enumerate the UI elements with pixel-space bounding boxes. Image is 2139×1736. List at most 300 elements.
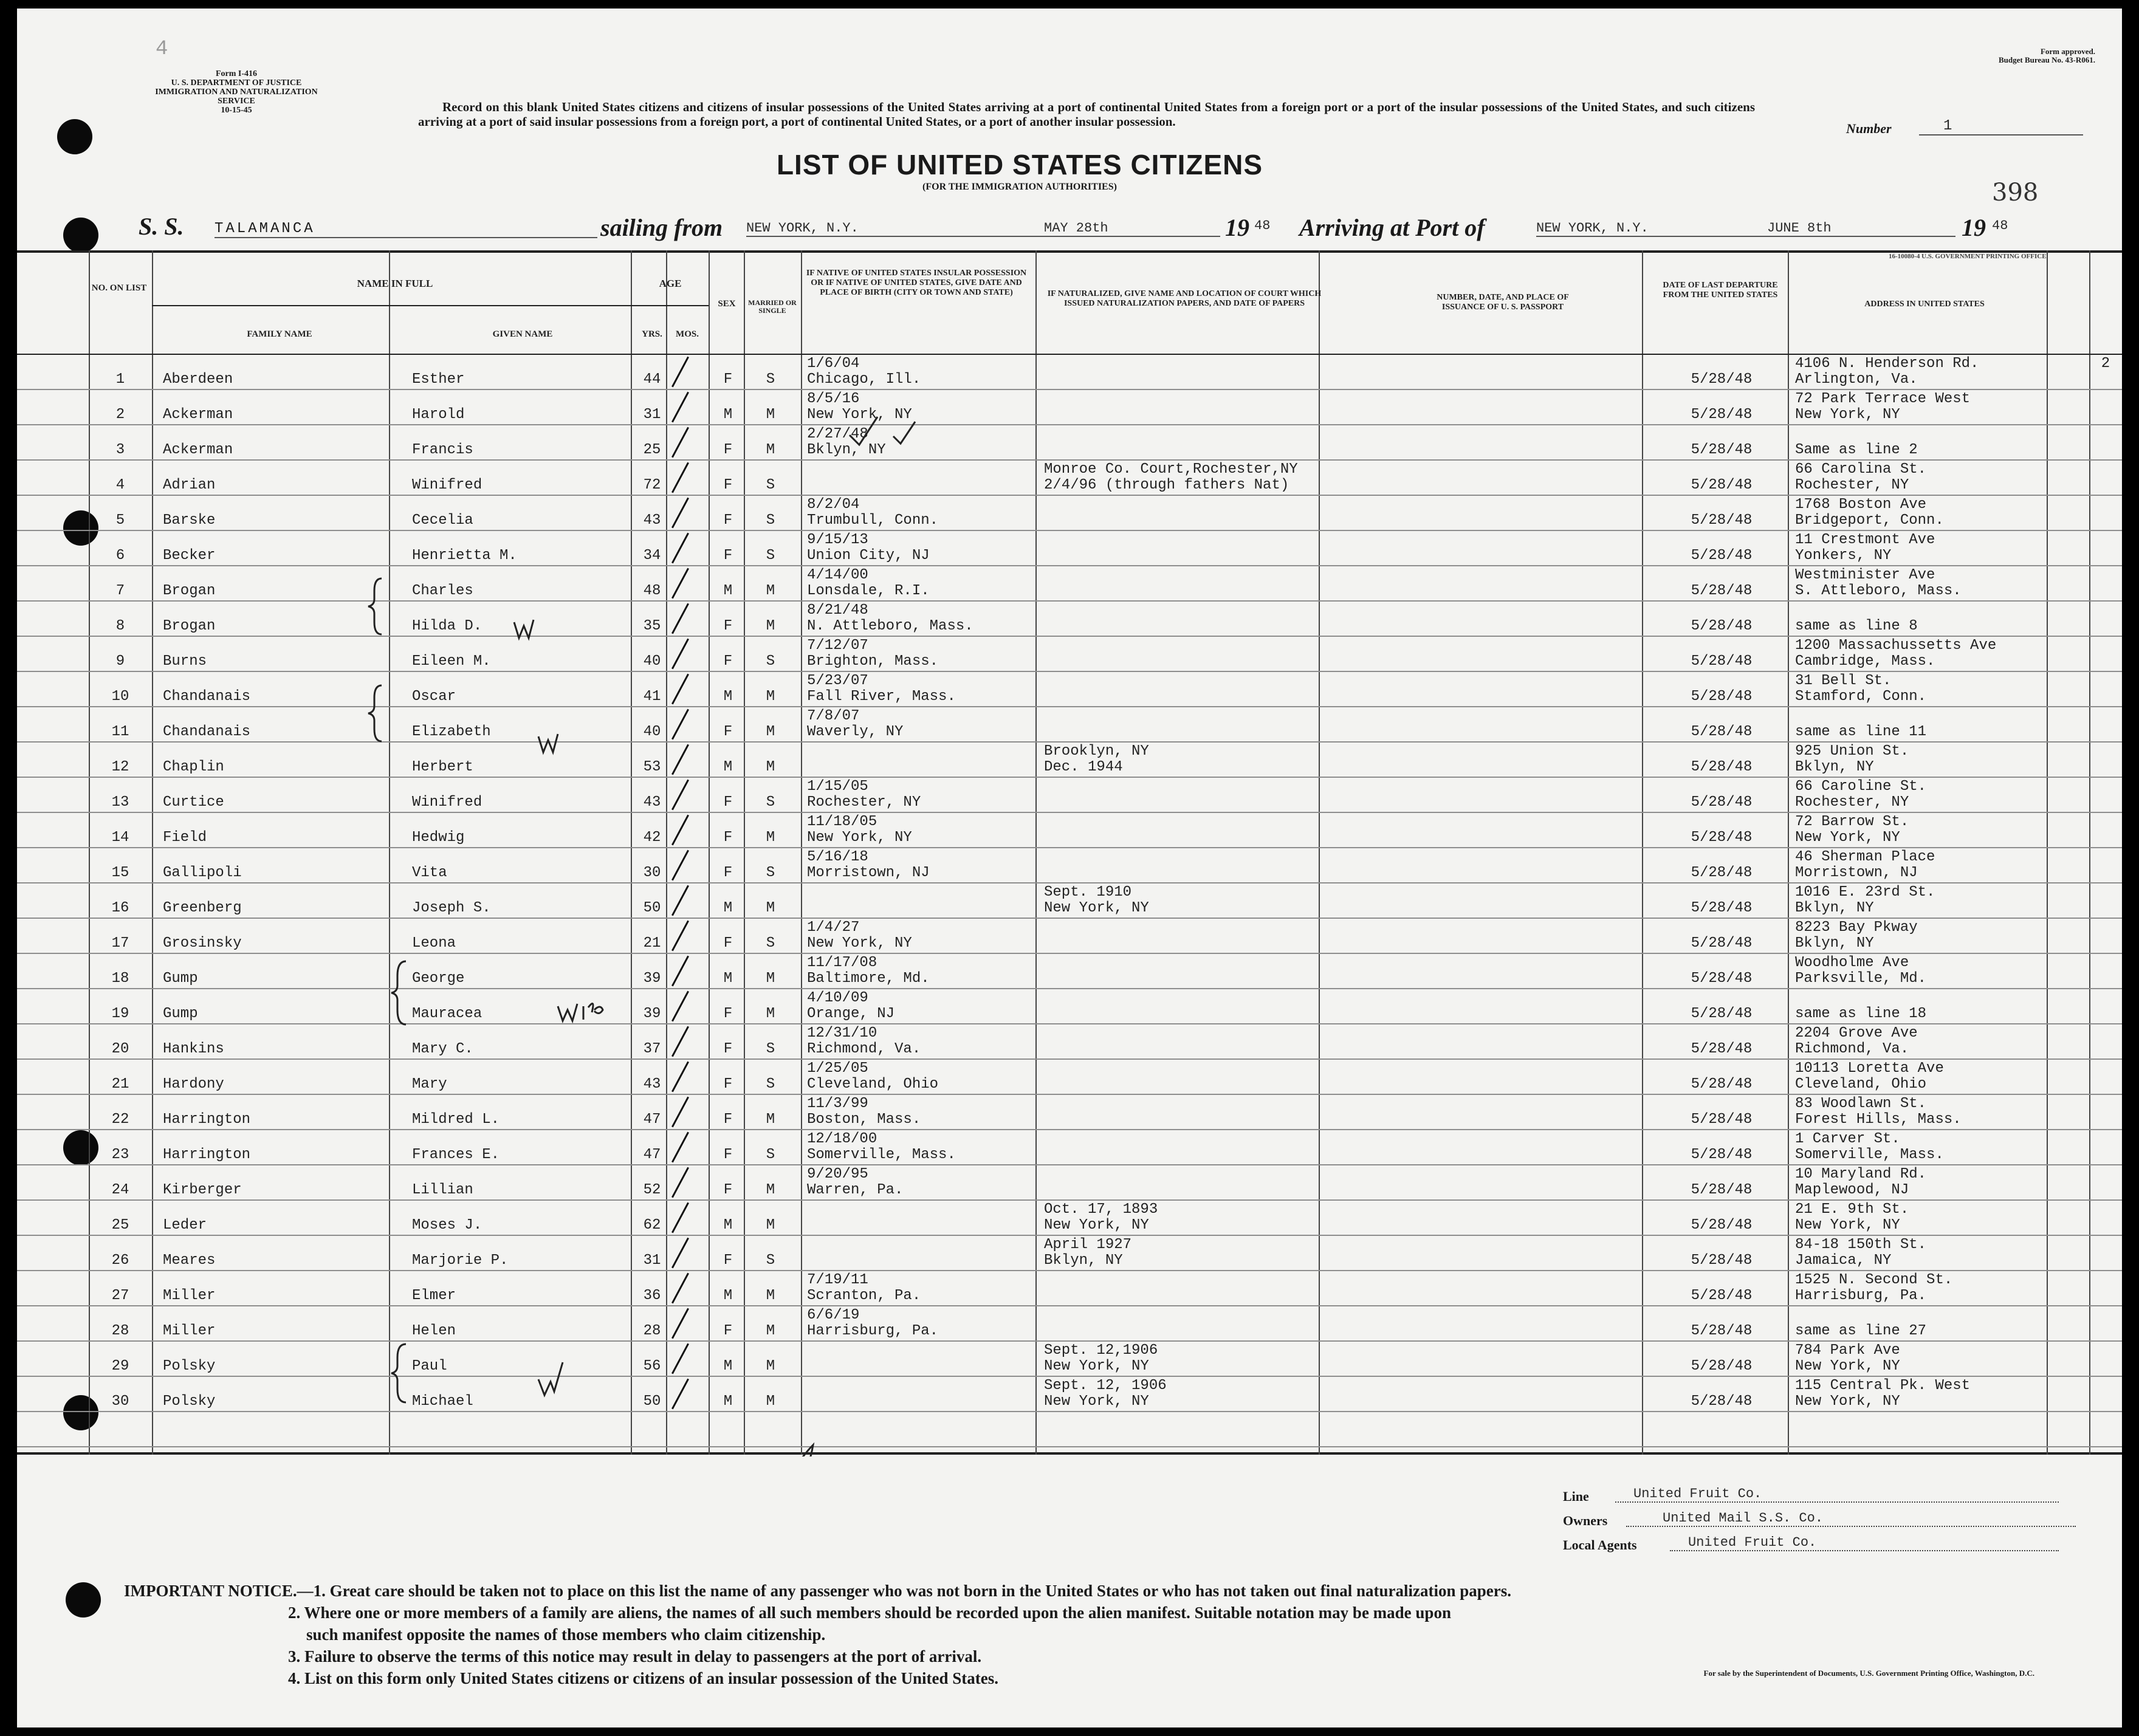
birth-place: Union City, NJ bbox=[807, 547, 930, 564]
corner-mark: 4 bbox=[156, 38, 168, 61]
address-line-1: 83 Woodlawn St. bbox=[1795, 1096, 1927, 1112]
address-line-2: Parksville, Md. bbox=[1795, 970, 1927, 987]
ss-label: S. S. bbox=[139, 213, 184, 240]
sex: F bbox=[723, 512, 733, 529]
birth-date: 12/18/00 bbox=[807, 1131, 877, 1147]
birth-place: Lonsdale, R.I. bbox=[807, 583, 930, 599]
row-number: 20 bbox=[111, 1041, 129, 1057]
naturalization-date: Bklyn, NY bbox=[1044, 1252, 1123, 1269]
row-number: 25 bbox=[111, 1217, 129, 1233]
sex: F bbox=[723, 865, 733, 881]
sex: F bbox=[723, 1323, 733, 1339]
family-name: Adrian bbox=[163, 477, 216, 493]
last-departure-date: 5/28/48 bbox=[1691, 1393, 1753, 1410]
address-line-1: 1016 E. 23rd St. bbox=[1795, 884, 1935, 901]
address-line-2: Bklyn, NY bbox=[1795, 900, 1874, 916]
address-line-2: same as line 8 bbox=[1795, 618, 1918, 634]
birth-place: Orange, NJ bbox=[807, 1006, 895, 1022]
given-name: Vita bbox=[412, 865, 447, 881]
marital-status: S bbox=[766, 371, 775, 388]
marital-status: M bbox=[766, 618, 775, 634]
sex: F bbox=[723, 935, 733, 952]
age-years: 39 bbox=[643, 970, 661, 987]
naturalization-court: Sept. 12,1906 bbox=[1044, 1342, 1158, 1359]
birth-date: 1/15/05 bbox=[807, 778, 868, 795]
sex: F bbox=[723, 829, 733, 846]
naturalization-court: Brooklyn, NY bbox=[1044, 743, 1149, 760]
family-brace bbox=[391, 1344, 406, 1402]
marital-status: S bbox=[766, 653, 775, 670]
marital-status: M bbox=[766, 759, 775, 775]
arrival-year: 48 bbox=[1992, 218, 2008, 233]
handwritten-marks bbox=[17, 250, 2122, 1456]
age-years: 40 bbox=[643, 724, 661, 740]
age-years: 56 bbox=[643, 1358, 661, 1374]
age-years: 50 bbox=[643, 1393, 661, 1410]
row-number: 5 bbox=[115, 512, 125, 529]
sex: F bbox=[723, 1252, 733, 1269]
last-departure-date: 5/28/48 bbox=[1691, 442, 1753, 458]
address-line-2: same as line 11 bbox=[1795, 724, 1927, 740]
row-note: 2 bbox=[2101, 355, 2110, 372]
ship-line bbox=[17, 212, 2122, 249]
address-line-2: Jamaica, NY bbox=[1795, 1252, 1892, 1269]
last-departure-date: 5/28/48 bbox=[1691, 407, 1753, 423]
manifest-table bbox=[17, 250, 2122, 1456]
row-number: 23 bbox=[111, 1147, 129, 1163]
address-line-1: 10 Maryland Rd. bbox=[1795, 1166, 1927, 1182]
arriving-label: Arriving at Port of bbox=[1299, 214, 1485, 241]
address-line-1: 31 Bell St. bbox=[1795, 673, 1892, 689]
family-name: Chaplin bbox=[163, 759, 224, 775]
birth-date: 7/12/07 bbox=[807, 637, 868, 654]
address-line-1: Westminister Ave bbox=[1795, 567, 1935, 583]
sex: F bbox=[723, 1006, 733, 1022]
marital-status: M bbox=[766, 1358, 775, 1374]
number-value: 1 bbox=[1919, 118, 2083, 136]
sex: F bbox=[723, 371, 733, 388]
address-line-1: 115 Central Pk. West bbox=[1795, 1377, 1971, 1394]
family-name: Barske bbox=[163, 512, 216, 529]
marital-status: M bbox=[766, 970, 775, 987]
marital-status: M bbox=[766, 829, 775, 846]
checkmark bbox=[850, 417, 877, 445]
address-line-2: Harrisburg, Pa. bbox=[1795, 1288, 1927, 1304]
last-departure-date: 5/28/48 bbox=[1691, 371, 1753, 388]
sex: F bbox=[723, 618, 733, 634]
last-departure-date: 5/28/48 bbox=[1691, 935, 1753, 952]
age-years: 30 bbox=[643, 865, 661, 881]
intro-text: Record on this blank United States citizens and citizens of insular possessions of the United States arriving at a port of continental United States from a foreign port or a port of the insular possessions of the United States, and such citizens arriving at a port of said insular possessions from a foreign port, a port of continental United States, or a port of another insular possession. bbox=[418, 100, 1755, 129]
last-departure-date: 5/28/48 bbox=[1691, 865, 1753, 881]
family-name: Hardony bbox=[163, 1076, 224, 1093]
notice-title: IMPORTANT NOTICE.— bbox=[124, 1582, 314, 1600]
marital-status: M bbox=[766, 900, 775, 916]
sex: M bbox=[723, 759, 733, 775]
header-native: IF NATIVE OF UNITED STATES INSULAR POSSESSION OR IF NATIVE OF UNITED STATES, GIVE DATE AND PLACE OF BIRTH (CITY OR TOWN AND STATE) bbox=[806, 269, 1027, 297]
given-name: Lillian bbox=[412, 1182, 473, 1198]
page-title: LIST OF UNITED STATES CITIZENS bbox=[776, 149, 1263, 180]
address-line-1: 1768 Boston Ave bbox=[1795, 496, 1927, 513]
address-line-2: New York, NY bbox=[1795, 1358, 1900, 1374]
family-name: Aberdeen bbox=[163, 371, 233, 388]
notice-1: 1. Great care should be taken not to place on this list the name of any passenger who was not born in the United States or who has not taken out final naturalization papers. bbox=[313, 1582, 1511, 1600]
family-name: Curtice bbox=[163, 794, 224, 811]
age-years: 48 bbox=[643, 583, 661, 599]
birth-place: Scranton, Pa. bbox=[807, 1288, 921, 1304]
birth-place: New York, NY bbox=[807, 935, 912, 952]
naturalization-court: Sept. 1910 bbox=[1044, 884, 1132, 901]
marital-status: S bbox=[766, 1252, 775, 1269]
birth-place: Baltimore, Md. bbox=[807, 970, 930, 987]
address-line-2: Yonkers, NY bbox=[1795, 547, 1892, 564]
arrival-year-prefix: 19 bbox=[1962, 214, 1986, 241]
family-name: Chandanais bbox=[163, 688, 251, 705]
marital-status: M bbox=[766, 688, 775, 705]
row-number: 14 bbox=[111, 829, 129, 846]
family-name: Becker bbox=[163, 547, 216, 564]
family-name: Gallipoli bbox=[163, 865, 242, 881]
address-line-1: Woodholme Ave bbox=[1795, 955, 1909, 971]
notice-2b: such manifest opposite the names of those members who claim citizenship. bbox=[306, 1625, 826, 1644]
address-line-1: 1 Carver St. bbox=[1795, 1131, 1900, 1147]
family-brace bbox=[368, 685, 382, 741]
last-departure-date: 5/28/48 bbox=[1691, 547, 1753, 564]
agents-label: Local Agents bbox=[1563, 1537, 1637, 1552]
age-years: 53 bbox=[643, 759, 661, 775]
age-years: 31 bbox=[643, 407, 661, 423]
address-line-2: Maplewood, NJ bbox=[1795, 1182, 1909, 1198]
birth-date: 8/21/48 bbox=[807, 602, 868, 619]
last-departure-date: 5/28/48 bbox=[1691, 688, 1753, 705]
birth-date: 7/8/07 bbox=[807, 708, 860, 724]
address-line-1: 72 Barrow St. bbox=[1795, 814, 1909, 830]
sailing-year-prefix: 19 bbox=[1225, 214, 1249, 241]
age-years: 62 bbox=[643, 1217, 661, 1233]
sex: F bbox=[723, 442, 733, 458]
given-name: Oscar bbox=[412, 688, 456, 705]
marital-status: S bbox=[766, 477, 775, 493]
print-code: 16-10080-4 U.S. GOVERNMENT PRINTING OFFICE bbox=[1889, 253, 2047, 260]
birth-place: New York, NY bbox=[807, 407, 912, 423]
last-departure-date: 5/28/48 bbox=[1691, 1182, 1753, 1198]
sex: F bbox=[723, 653, 733, 670]
naturalization-date: New York, NY bbox=[1044, 1393, 1149, 1410]
last-departure-date: 5/28/48 bbox=[1691, 1288, 1753, 1304]
age-years: 37 bbox=[643, 1041, 661, 1057]
given-name: Leona bbox=[412, 935, 456, 952]
address-line-2: Arlington, Va. bbox=[1795, 371, 1918, 388]
row-number: 11 bbox=[111, 724, 129, 740]
birth-date: 6/6/19 bbox=[807, 1307, 860, 1323]
naturalization-court: Sept. 12, 1906 bbox=[1044, 1377, 1167, 1394]
row-number: 21 bbox=[111, 1076, 129, 1093]
budget-number: Budget Bureau No. 43-R061. bbox=[1998, 55, 2095, 64]
wife-mark bbox=[514, 620, 534, 638]
marital-status: M bbox=[766, 1111, 775, 1128]
row-number: 2 bbox=[115, 407, 125, 423]
given-name: Moses J. bbox=[412, 1217, 482, 1233]
header-passport: NUMBER, DATE, AND PLACE OF ISSUANCE OF U. S. PASSPORT bbox=[1437, 293, 1569, 312]
age-years: 28 bbox=[643, 1323, 661, 1339]
family-name: Kirberger bbox=[163, 1182, 242, 1198]
age-years: 40 bbox=[643, 653, 661, 670]
address-line-1: 84-18 150th St. bbox=[1795, 1237, 1927, 1253]
last-departure-date: 5/28/48 bbox=[1691, 1041, 1753, 1057]
sex: F bbox=[723, 1076, 733, 1093]
age-years: 31 bbox=[643, 1252, 661, 1269]
header-given-name: GIVEN NAME bbox=[492, 329, 553, 339]
row-number: 7 bbox=[115, 583, 125, 599]
notice-line-1 bbox=[124, 1580, 2069, 1602]
birth-date: 11/18/05 bbox=[807, 814, 877, 830]
given-name: Eileen M. bbox=[412, 653, 491, 670]
birth-place: Boston, Mass. bbox=[807, 1111, 921, 1128]
given-name: Winifred bbox=[412, 477, 482, 493]
sex: M bbox=[723, 407, 733, 423]
birth-date: 5/23/07 bbox=[807, 673, 868, 689]
family-name: Hankins bbox=[163, 1041, 224, 1057]
address-line-1: 4106 N. Henderson Rd. bbox=[1795, 355, 1979, 372]
family-name: Brogan bbox=[163, 583, 216, 599]
header-address: ADDRESS IN UNITED STATES bbox=[1864, 300, 1985, 309]
birth-date: 11/17/08 bbox=[807, 955, 877, 971]
last-departure-date: 5/28/48 bbox=[1691, 1147, 1753, 1163]
address-line-2: New York, NY bbox=[1795, 1393, 1900, 1410]
row-number: 18 bbox=[111, 970, 129, 987]
given-name: Harold bbox=[412, 407, 465, 423]
age-years: 42 bbox=[643, 829, 661, 846]
address-line-1: 2204 Grove Ave bbox=[1795, 1025, 1918, 1041]
given-name: Joseph S. bbox=[412, 900, 491, 916]
last-departure-date: 5/28/48 bbox=[1691, 618, 1753, 634]
last-departure-date: 5/28/48 bbox=[1691, 1076, 1753, 1093]
birth-place: Waverly, NY bbox=[807, 724, 904, 740]
age-years: 41 bbox=[643, 688, 661, 705]
arrival-port: NEW YORK, N.Y. bbox=[1536, 221, 1767, 237]
birth-place: Trumbull, Conn. bbox=[807, 512, 939, 529]
row-number: 29 bbox=[111, 1358, 129, 1374]
age-years: 34 bbox=[643, 547, 661, 564]
address-line-1: 46 Sherman Place bbox=[1795, 849, 1935, 865]
number-label: Number bbox=[1846, 121, 1892, 136]
address-line-2: Forest Hills, Mass. bbox=[1795, 1111, 1962, 1128]
service-name: IMMIGRATION AND NATURALIZATION SERVICE bbox=[155, 87, 318, 106]
form-number: Form I-416 bbox=[215, 69, 258, 78]
family-name: Gump bbox=[163, 1006, 198, 1022]
carrier-block bbox=[17, 1486, 2122, 1574]
marital-status: M bbox=[766, 1323, 775, 1339]
given-name: Frances E. bbox=[412, 1147, 500, 1163]
page-subtitle: (FOR THE IMMIGRATION AUTHORITIES) bbox=[922, 182, 1117, 192]
birth-place: Rochester, NY bbox=[807, 794, 921, 811]
owners-value: United Mail S.S. Co. bbox=[1626, 1511, 2076, 1527]
marital-status: S bbox=[766, 1076, 775, 1093]
marital-status: S bbox=[766, 1147, 775, 1163]
family-brace bbox=[368, 578, 382, 634]
age-years: 43 bbox=[643, 1076, 661, 1093]
given-name: Mildred L. bbox=[412, 1111, 500, 1128]
age-years: 25 bbox=[643, 442, 661, 458]
age-years: 50 bbox=[643, 900, 661, 916]
notice-4: 4. List on this form only United States citizens or citizens of an insular possession of the United States. bbox=[288, 1669, 999, 1687]
age-years: 52 bbox=[643, 1182, 661, 1198]
birth-place: Cleveland, Ohio bbox=[807, 1076, 939, 1093]
header-age: AGE bbox=[659, 278, 682, 289]
marital-status: M bbox=[766, 1288, 775, 1304]
birth-place: Fall River, Mass. bbox=[807, 688, 956, 705]
family-name: Greenberg bbox=[163, 900, 242, 916]
naturalization-court: Monroe Co. Court,Rochester,NY bbox=[1044, 461, 1298, 478]
given-name: Herbert bbox=[412, 759, 473, 775]
punch-hole bbox=[66, 1582, 101, 1618]
address-line-1: 66 Carolina St. bbox=[1795, 461, 1927, 478]
sex: M bbox=[723, 1217, 733, 1233]
header-last-departure: DATE OF LAST DEPARTURE FROM THE UNITED STATES bbox=[1663, 281, 1778, 300]
ship-name: TALAMANCA bbox=[215, 221, 597, 238]
checkmark bbox=[893, 422, 915, 444]
birth-date: 5/16/18 bbox=[807, 849, 868, 865]
birth-place: Warren, Pa. bbox=[807, 1182, 904, 1198]
sex: F bbox=[723, 1111, 733, 1128]
given-name: Charles bbox=[412, 583, 473, 599]
family-name: Leder bbox=[163, 1217, 207, 1233]
form-approved: Form approved. bbox=[2040, 47, 2095, 56]
address-line-2: S. Attleboro, Mass. bbox=[1795, 583, 1962, 599]
row-number: 1 bbox=[115, 371, 125, 388]
budget-block bbox=[1889, 47, 2095, 64]
family-name: Miller bbox=[163, 1288, 216, 1304]
address-line-1: 10113 Loretta Ave bbox=[1795, 1060, 1944, 1077]
sex: F bbox=[723, 477, 733, 493]
birth-place: Brighton, Mass. bbox=[807, 653, 939, 670]
family-name: Miller bbox=[163, 1323, 216, 1339]
family-name: Harrington bbox=[163, 1147, 251, 1163]
marital-status: S bbox=[766, 865, 775, 881]
age-years: 43 bbox=[643, 512, 661, 529]
row-number: 9 bbox=[115, 653, 125, 670]
address-line-1: 21 E. 9th St. bbox=[1795, 1201, 1909, 1218]
sex: F bbox=[723, 794, 733, 811]
address-line-2: Same as line 2 bbox=[1795, 442, 1918, 458]
marital-status: M bbox=[766, 1006, 775, 1022]
family-name: Grosinsky bbox=[163, 935, 242, 952]
address-line-1: 925 Union St. bbox=[1795, 743, 1909, 760]
row-number: 27 bbox=[111, 1288, 129, 1304]
given-name: Helen bbox=[412, 1323, 456, 1339]
sex: F bbox=[723, 547, 733, 564]
arrival-date: JUNE 8th bbox=[1767, 221, 1955, 237]
wife-mark bbox=[538, 734, 558, 752]
marital-status: M bbox=[766, 407, 775, 423]
agents-value: United Fruit Co. bbox=[1670, 1535, 2059, 1551]
given-name: Winifred bbox=[412, 794, 482, 811]
address-line-2: Cambridge, Mass. bbox=[1795, 653, 1935, 670]
row-number: 15 bbox=[111, 865, 129, 881]
sex: F bbox=[723, 1182, 733, 1198]
age-years: 35 bbox=[643, 618, 661, 634]
address-line-1: 8223 Bay Pkway bbox=[1795, 919, 1918, 936]
family-name: Ackerman bbox=[163, 407, 233, 423]
address-line-2: same as line 27 bbox=[1795, 1323, 1927, 1339]
birth-place: Chicago, Ill. bbox=[807, 371, 921, 388]
sex: F bbox=[723, 1041, 733, 1057]
header-mos: MOS. bbox=[676, 329, 699, 339]
birth-place: N. Attleboro, Mass. bbox=[807, 618, 973, 634]
marital-status: S bbox=[766, 547, 775, 564]
header-naturalized: IF NATURALIZED, GIVE NAME AND LOCATION OF COURT WHICH ISSUED NATURALIZATION PAPERS, AND DATE OF PAPERS bbox=[1047, 289, 1322, 308]
address-line-1: 1525 N. Second St. bbox=[1795, 1272, 1953, 1288]
last-departure-date: 5/28/48 bbox=[1691, 512, 1753, 529]
address-line-2: Rochester, NY bbox=[1795, 794, 1909, 811]
sex: M bbox=[723, 1393, 733, 1410]
last-departure-date: 5/28/48 bbox=[1691, 970, 1753, 987]
last-departure-date: 5/28/48 bbox=[1691, 724, 1753, 740]
given-name: Marjorie P. bbox=[412, 1252, 509, 1269]
row-number: 30 bbox=[111, 1393, 129, 1410]
sex: M bbox=[723, 688, 733, 705]
line-value: United Fruit Co. bbox=[1615, 1486, 2059, 1503]
last-departure-date: 5/28/48 bbox=[1691, 1323, 1753, 1339]
row-number: 6 bbox=[115, 547, 125, 564]
row-number: 24 bbox=[111, 1182, 129, 1198]
address-line-1: 11 Crestmont Ave bbox=[1795, 532, 1935, 548]
birth-date: 7/19/11 bbox=[807, 1272, 868, 1288]
last-departure-date: 5/28/48 bbox=[1691, 794, 1753, 811]
address-line-2: same as line 18 bbox=[1795, 1006, 1927, 1022]
address-line-2: Somerville, Mass. bbox=[1795, 1147, 1944, 1163]
naturalization-date: 2/4/96 (through fathers Nat) bbox=[1044, 477, 1289, 493]
sex: M bbox=[723, 900, 733, 916]
last-departure-date: 5/28/48 bbox=[1691, 900, 1753, 916]
last-departure-date: 5/28/48 bbox=[1691, 1006, 1753, 1022]
header-no: NO. ON LIST bbox=[91, 283, 147, 293]
row-number: 26 bbox=[111, 1252, 129, 1269]
sex: M bbox=[723, 583, 733, 599]
given-name: Mary C. bbox=[412, 1041, 473, 1057]
birth-date: 1/4/27 bbox=[807, 919, 860, 936]
annotation-mark bbox=[538, 1362, 563, 1395]
last-departure-date: 5/28/48 bbox=[1691, 1358, 1753, 1374]
last-departure-date: 5/28/48 bbox=[1691, 583, 1753, 599]
marital-status: M bbox=[766, 1182, 775, 1198]
birth-date: 4/10/09 bbox=[807, 990, 868, 1006]
age-years: 72 bbox=[643, 477, 661, 493]
row-number: 22 bbox=[111, 1111, 129, 1128]
sailing-date: MAY 28th bbox=[1044, 221, 1220, 237]
sailing-year: 48 bbox=[1254, 218, 1271, 233]
address-line-2: Bridgeport, Conn. bbox=[1795, 512, 1944, 529]
marital-status: M bbox=[766, 583, 775, 599]
row-number: 19 bbox=[111, 1006, 129, 1022]
address-line-2: Morristown, NJ bbox=[1795, 865, 1918, 881]
age-years: 47 bbox=[643, 1147, 661, 1163]
address-line-2: Rochester, NY bbox=[1795, 477, 1909, 493]
address-line-2: New York, NY bbox=[1795, 1217, 1900, 1233]
birth-date: 9/15/13 bbox=[807, 532, 868, 548]
marital-status: M bbox=[766, 1217, 775, 1233]
sex: M bbox=[723, 1358, 733, 1374]
naturalization-date: Dec. 1944 bbox=[1044, 759, 1123, 775]
birth-place: New York, NY bbox=[807, 829, 912, 846]
given-name: Elmer bbox=[412, 1288, 456, 1304]
row-number: 3 bbox=[115, 442, 125, 458]
manifest-sheet bbox=[17, 9, 2122, 1727]
birth-date: 1/6/04 bbox=[807, 355, 860, 372]
marital-status: M bbox=[766, 1393, 775, 1410]
birth-date: 4/14/00 bbox=[807, 567, 868, 583]
row-number: 17 bbox=[111, 935, 129, 952]
